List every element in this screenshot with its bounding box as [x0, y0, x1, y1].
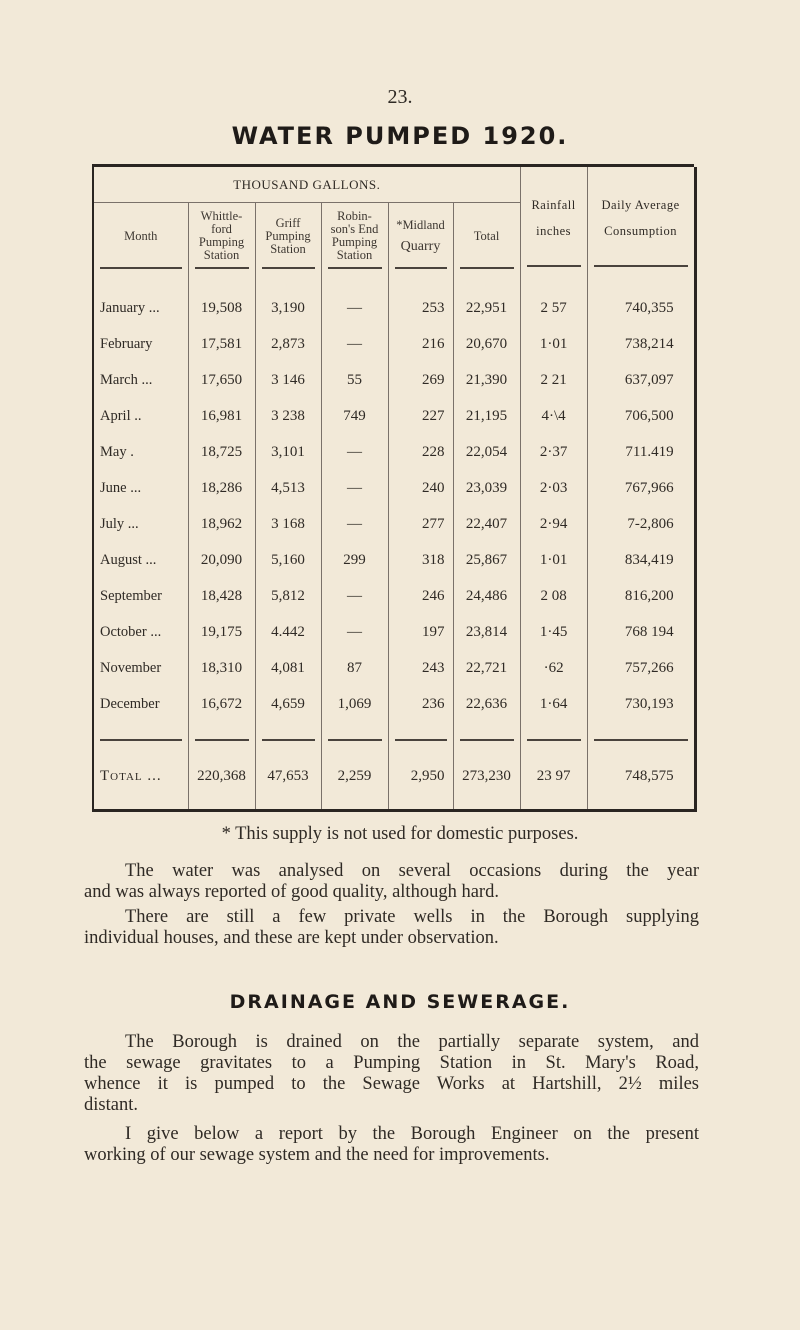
table-row [93, 326, 695, 362]
header-daily-consumption [587, 167, 695, 269]
header-underline [328, 267, 382, 269]
header-line: Pumping [265, 228, 311, 243]
total-row [93, 743, 695, 811]
table-row [93, 434, 695, 470]
total-rule [594, 739, 688, 741]
cell-griff: 4,081 [255, 650, 321, 686]
total-robinsons-end: 2,259 [321, 743, 388, 811]
cell-griff: 4,659 [255, 686, 321, 722]
cell-month: November [100, 659, 162, 676]
cell-whittleford: 19,508 [188, 290, 255, 326]
header-month-label: Month [124, 228, 158, 243]
text-line: and was always reported of good quality, although hard. [84, 882, 499, 902]
total-rule [460, 739, 514, 741]
header-rainfall [520, 167, 587, 269]
group-header-thousand-gallons: THOUSAND GALLONS. [93, 167, 520, 203]
rule-cell [453, 722, 520, 743]
cell-total: 23,039 [453, 470, 520, 506]
cell-total: 22,054 [453, 434, 520, 470]
paragraph-engineer-report [84, 1124, 699, 1166]
cell-total: 23,814 [453, 614, 520, 650]
header-total-label: Total [473, 228, 500, 243]
header-rainfall-line1: Rainfall [531, 198, 576, 212]
table-row [93, 470, 695, 506]
rule-cell [587, 722, 695, 743]
table-row [93, 650, 695, 686]
header-daily-line2: Consumption [604, 224, 678, 238]
cell-midland: 197 [388, 614, 453, 650]
text-line: whence it is pumped to the Sewage Works at Hartshill, 2½ miles [84, 1074, 699, 1094]
total-griff: 47,653 [255, 743, 321, 811]
cell-midland: 227 [388, 398, 453, 434]
rule-cell [93, 722, 188, 743]
total-rainfall: 23 97 [520, 743, 587, 811]
header-total [453, 203, 520, 270]
cell-robinsons-end: 55 [321, 362, 388, 398]
header-underline [100, 267, 182, 269]
total-rule [527, 739, 581, 741]
cell-month: March ... [100, 371, 153, 388]
cell-rainfall: ·62 [520, 650, 587, 686]
total-rule [262, 739, 315, 741]
header-line: Station [270, 241, 306, 256]
total-rule [395, 739, 447, 741]
cell-griff: 5,160 [255, 542, 321, 578]
cell-total: 22,721 [453, 650, 520, 686]
cell-whittleford: 20,090 [188, 542, 255, 578]
cell-rainfall: 4·\4 [520, 398, 587, 434]
total-rule [100, 739, 182, 741]
cell-midland: 246 [388, 578, 453, 614]
cell-daily: 757,266 [587, 650, 695, 686]
table-row [93, 614, 695, 650]
cell-daily: 740,355 [587, 290, 695, 326]
header-line: ford [211, 222, 232, 236]
text-line: The water was analysed on several occasions during the year [125, 861, 699, 881]
cell-whittleford: 18,310 [188, 650, 255, 686]
total-rule [195, 739, 249, 741]
total-midland: 2,950 [388, 743, 453, 811]
header-month [93, 203, 188, 270]
cell-daily: 768 194 [587, 614, 695, 650]
cell-daily: 738,214 [587, 326, 695, 362]
paragraph-water-analysis [84, 861, 699, 903]
spacer-cell [93, 269, 188, 290]
spacer-cell [587, 269, 695, 290]
cell-robinsons-end: — [321, 614, 388, 650]
rule-row [93, 722, 695, 743]
cell-midland: 240 [388, 470, 453, 506]
cell-midland: 243 [388, 650, 453, 686]
cell-robinsons-end: — [321, 326, 388, 362]
rule-cell [188, 722, 255, 743]
cell-rainfall: 2·03 [520, 470, 587, 506]
header-line: Pumping [198, 235, 245, 249]
cell-month: September [100, 587, 163, 604]
cell-month: October ... [100, 623, 162, 640]
cell-whittleford: 18,428 [188, 578, 255, 614]
text-line: working of our sewage system and the need for improvements. [84, 1145, 550, 1165]
cell-rainfall: 1·01 [520, 326, 587, 362]
header-daily-line1: Daily Average [601, 198, 680, 212]
header-midland-quarry [388, 203, 453, 270]
table-row [93, 398, 695, 434]
header-underline [594, 265, 688, 267]
cell-griff: 3,101 [255, 434, 321, 470]
header-robinsons-end [321, 203, 388, 270]
cell-rainfall: 2·37 [520, 434, 587, 470]
header-underline [395, 267, 447, 269]
cell-total: 20,670 [453, 326, 520, 362]
cell-midland: 253 [388, 290, 453, 326]
cell-robinsons-end: 749 [321, 398, 388, 434]
header-line: Pumping [331, 235, 378, 249]
paragraph-drainage-system [84, 1032, 699, 1116]
header-line: Station [203, 248, 240, 262]
rule-cell [520, 722, 587, 743]
cell-whittleford: 18,962 [188, 506, 255, 542]
cell-month: June ... [100, 479, 142, 496]
cell-whittleford: 18,725 [188, 434, 255, 470]
cell-rainfall: 2·94 [520, 506, 587, 542]
spacer-cell [188, 269, 255, 290]
cell-rainfall: 1·01 [520, 542, 587, 578]
header-line: Griff [275, 215, 301, 230]
cell-griff: 4,513 [255, 470, 321, 506]
rule-cell [255, 722, 321, 743]
cell-daily: 706,500 [587, 398, 695, 434]
total-daily: 748,575 [587, 743, 695, 811]
cell-rainfall: 2 08 [520, 578, 587, 614]
table-row [93, 506, 695, 542]
water-pumped-table [92, 167, 697, 812]
cell-rainfall: 2 21 [520, 362, 587, 398]
cell-total: 25,867 [453, 542, 520, 578]
section-heading-drainage: DRAINAGE AND SEWERAGE. [229, 991, 571, 1013]
cell-whittleford: 17,581 [188, 326, 255, 362]
cell-griff: 3 168 [255, 506, 321, 542]
spacer-cell [321, 269, 388, 290]
cell-daily: 637,097 [587, 362, 695, 398]
cell-month: July ... [100, 515, 139, 532]
cell-rainfall: 1·45 [520, 614, 587, 650]
table-row [93, 578, 695, 614]
cell-robinsons-end: — [321, 434, 388, 470]
cell-robinsons-end: — [321, 506, 388, 542]
header-line: *Midland [396, 218, 445, 232]
text-line: There are still a few private wells in the Borough supplying [125, 907, 699, 927]
header-line: Station [336, 248, 373, 262]
cell-daily: 711.419 [587, 434, 695, 470]
cell-month: January ... [100, 299, 160, 316]
cell-griff: 3 146 [255, 362, 321, 398]
table-row [93, 686, 695, 722]
header-underline [262, 267, 315, 269]
cell-month: April .. [100, 407, 142, 424]
cell-whittleford: 17,650 [188, 362, 255, 398]
header-underline [460, 267, 514, 269]
total-rule [328, 739, 382, 741]
header-underline [527, 265, 581, 267]
cell-robinsons-end: — [321, 470, 388, 506]
table-row [93, 290, 695, 326]
total-total: 273,230 [453, 743, 520, 811]
table-row [93, 542, 695, 578]
total-month: Total ... [100, 767, 162, 784]
cell-rainfall: 1·64 [520, 686, 587, 722]
cell-total: 22,636 [453, 686, 520, 722]
header-underline [195, 267, 249, 269]
cell-robinsons-end: 87 [321, 650, 388, 686]
cell-griff: 4.442 [255, 614, 321, 650]
cell-midland: 277 [388, 506, 453, 542]
header-line: son's End [330, 222, 379, 236]
cell-daily: 767,966 [587, 470, 695, 506]
cell-daily: 730,193 [587, 686, 695, 722]
header-whittleford [188, 203, 255, 270]
cell-month: December [100, 695, 160, 712]
header-line: Quarry [400, 239, 441, 254]
cell-griff: 5,812 [255, 578, 321, 614]
page-title: WATER PUMPED 1920. [231, 122, 569, 150]
rule-cell [321, 722, 388, 743]
text-line: I give below a report by the Borough Engineer on the present [125, 1124, 699, 1144]
rule-cell [388, 722, 453, 743]
text-line: distant. [84, 1095, 138, 1115]
cell-midland: 269 [388, 362, 453, 398]
cell-daily: 834,419 [587, 542, 695, 578]
spacer-cell [255, 269, 321, 290]
spacer-cell [388, 269, 453, 290]
cell-midland: 236 [388, 686, 453, 722]
text-line: the sewage gravitates to a Pumping Station in St. Mary's Road, [84, 1053, 699, 1073]
text-line: individual houses, and these are kept under observation. [84, 928, 499, 948]
cell-total: 21,390 [453, 362, 520, 398]
cell-month: February [100, 335, 153, 352]
paragraph-private-wells [84, 907, 699, 949]
cell-griff: 2,873 [255, 326, 321, 362]
text-line: The Borough is drained on the partially separate system, and [125, 1032, 699, 1052]
cell-daily: 7-2,806 [587, 506, 695, 542]
cell-total: 24,486 [453, 578, 520, 614]
cell-griff: 3,190 [255, 290, 321, 326]
spacer-row [93, 269, 695, 290]
cell-total: 21,195 [453, 398, 520, 434]
cell-griff: 3 238 [255, 398, 321, 434]
cell-robinsons-end: 1,069 [321, 686, 388, 722]
spacer-cell [520, 269, 587, 290]
page-number: 23. [387, 86, 413, 108]
header-line: Robin- [337, 209, 372, 223]
cell-whittleford: 16,981 [188, 398, 255, 434]
cell-rainfall: 2 57 [520, 290, 587, 326]
cell-month: May . [100, 443, 134, 460]
cell-whittleford: 19,175 [188, 614, 255, 650]
cell-midland: 318 [388, 542, 453, 578]
cell-robinsons-end: — [321, 578, 388, 614]
cell-robinsons-end: — [321, 290, 388, 326]
cell-total: 22,407 [453, 506, 520, 542]
cell-robinsons-end: 299 [321, 542, 388, 578]
header-rainfall-line2: inches [536, 224, 572, 238]
table-row [93, 362, 695, 398]
cell-whittleford: 18,286 [188, 470, 255, 506]
total-whittleford: 220,368 [188, 743, 255, 811]
cell-total: 22,951 [453, 290, 520, 326]
cell-whittleford: 16,672 [188, 686, 255, 722]
spacer-cell [453, 269, 520, 290]
cell-midland: 228 [388, 434, 453, 470]
header-griff [255, 203, 321, 270]
cell-daily: 816,200 [587, 578, 695, 614]
cell-midland: 216 [388, 326, 453, 362]
cell-month: August ... [100, 551, 157, 568]
footnote: * This supply is not used for domestic purposes. [221, 824, 579, 844]
header-line: Whittle- [200, 209, 243, 223]
